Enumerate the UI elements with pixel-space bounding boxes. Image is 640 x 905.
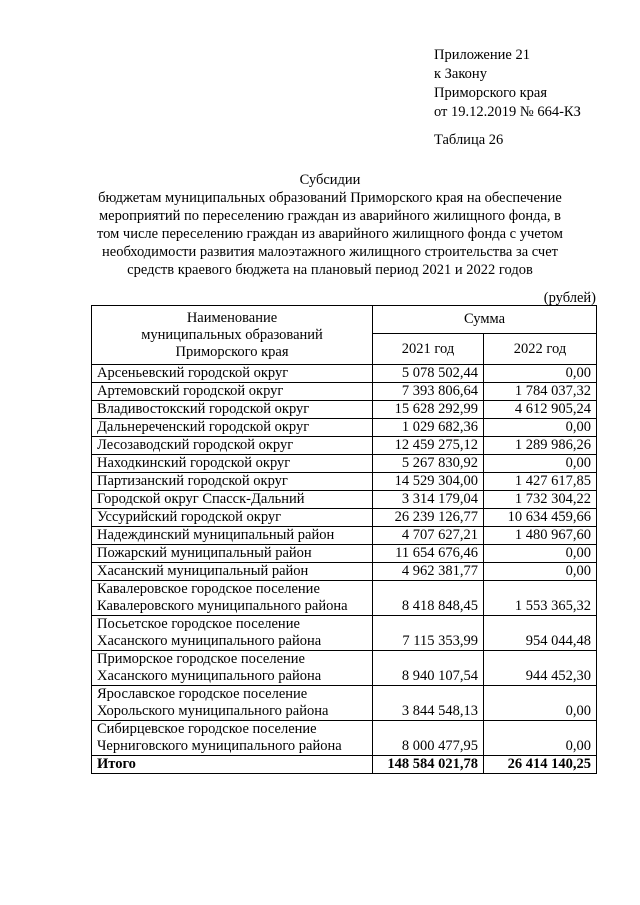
amount-2022: 0,00 [484, 563, 597, 581]
municipality-name-line: Посьетское городское поселение [97, 616, 300, 632]
amount-2022: 1 784 037,32 [484, 383, 597, 401]
total-2021: 148 584 021,78 [373, 756, 484, 774]
column-header-2022: 2022 год [484, 334, 597, 365]
table-row [92, 686, 597, 721]
amount-2021: 4 962 381,77 [373, 563, 484, 581]
title-line: необходимости развития малоэтажного жилищного строительства за счет [102, 244, 558, 260]
table-number: Таблица 26 [434, 132, 504, 148]
amount-2022: 4 612 905,24 [484, 401, 597, 419]
amount-2021: 12 459 275,12 [373, 437, 484, 455]
municipality-name-line: Хасанского муниципального района [97, 668, 322, 684]
table-row [92, 491, 597, 509]
amount-2021: 5 267 830,92 [373, 455, 484, 473]
municipality-name [92, 686, 373, 721]
table-row [92, 509, 597, 527]
municipality-name-line: Хорольского муниципального района [97, 703, 329, 719]
appendix-line: Приморского края [434, 85, 548, 101]
amount-2021: 3 844 548,13 [373, 686, 484, 721]
title-line: бюджетам муниципальных образований Приморского края на обеспечение [98, 190, 562, 206]
title-line: мероприятий по переселению граждан из аварийного жилищного фонда, в [98, 208, 562, 224]
amount-2022: 0,00 [484, 686, 597, 721]
amount-2021: 14 529 304,00 [373, 473, 484, 491]
column-header-2021: 2021 год [373, 334, 484, 365]
municipality-name-line: Кавалеровского муниципального района [97, 598, 348, 614]
column-header-name [92, 306, 373, 365]
municipality-name-line: Черниговского муниципального района [97, 738, 342, 754]
amount-2021: 1 029 682,36 [373, 419, 484, 437]
amount-2021: 8 418 848,45 [373, 581, 484, 616]
municipality-name: Хасанский муниципальный район [92, 563, 373, 581]
amount-2021: 26 239 126,77 [373, 509, 484, 527]
table-row [92, 721, 597, 756]
municipality-name: Партизанский городской округ [92, 473, 373, 491]
municipality-name: Уссурийский городской округ [92, 509, 373, 527]
amount-2021: 5 078 502,44 [373, 365, 484, 383]
amount-2022: 0,00 [484, 419, 597, 437]
municipality-name: Надеждинский муниципальный район [92, 527, 373, 545]
units-label: (рублей) [543, 290, 596, 306]
appendix-line: к Закону [434, 66, 487, 82]
amount-2022: 1 289 986,26 [484, 437, 597, 455]
municipality-name [92, 721, 373, 756]
table-row [92, 419, 597, 437]
appendix-line: Приложение 21 [434, 47, 530, 63]
table-row [92, 365, 597, 383]
amount-2021: 8 940 107,54 [373, 651, 484, 686]
municipality-name: Владивостокский городской округ [92, 401, 373, 419]
municipality-name: Дальнереченский городской округ [92, 419, 373, 437]
column-header-sum: Сумма [373, 306, 597, 334]
table-row [92, 473, 597, 491]
table-row [92, 651, 597, 686]
municipality-name [92, 581, 373, 616]
table-row [92, 455, 597, 473]
amount-2021: 4 707 627,21 [373, 527, 484, 545]
municipality-name: Арсеньевский городской округ [92, 365, 373, 383]
total-2022: 26 414 140,25 [484, 756, 597, 774]
subsidies-table [91, 305, 597, 774]
municipality-name-line: Приморское городское поселение [97, 651, 305, 667]
amount-2022: 1 480 967,60 [484, 527, 597, 545]
amount-2022: 1 732 304,22 [484, 491, 597, 509]
amount-2022: 0,00 [484, 721, 597, 756]
amount-2022: 944 452,30 [484, 651, 597, 686]
total-label: Итого [92, 756, 373, 774]
amount-2021: 8 000 477,95 [373, 721, 484, 756]
amount-2022: 1 427 617,85 [484, 473, 597, 491]
table-row [92, 563, 597, 581]
title-line: средств краевого бюджета на плановый период 2021 и 2022 годов [127, 262, 533, 278]
table-body [92, 365, 597, 774]
amount-2021: 7 393 806,64 [373, 383, 484, 401]
table-row [92, 401, 597, 419]
appendix-header [434, 46, 581, 122]
column-header-name-line: Наименование [186, 309, 278, 326]
amount-2021: 11 654 676,46 [373, 545, 484, 563]
municipality-name: Городской округ Спасск-Дальний [92, 491, 373, 509]
amount-2022: 10 634 459,66 [484, 509, 597, 527]
amount-2021: 7 115 353,99 [373, 616, 484, 651]
municipality-name-line: Хасанского муниципального района [97, 633, 322, 649]
municipality-name-line: Сибирцевское городское поселение [97, 721, 317, 737]
amount-2022: 0,00 [484, 455, 597, 473]
amount-2022: 0,00 [484, 545, 597, 563]
municipality-name: Артемовский городской округ [92, 383, 373, 401]
total-row [92, 756, 597, 774]
municipality-name-line: Ярославское городское поселение [97, 686, 308, 702]
document-title [80, 171, 580, 279]
municipality-name: Пожарский муниципальный район [92, 545, 373, 563]
title-line: Субсидии [299, 172, 361, 188]
municipality-name: Находкинский городской округ [92, 455, 373, 473]
table-row [92, 527, 597, 545]
amount-2022: 954 044,48 [484, 616, 597, 651]
column-header-name-line: муниципальных образований [141, 326, 323, 343]
table-row [92, 383, 597, 401]
table-row [92, 545, 597, 563]
column-header-name-line: Приморского края [175, 343, 289, 360]
amount-2022: 1 553 365,32 [484, 581, 597, 616]
municipality-name [92, 616, 373, 651]
appendix-line: от 19.12.2019 № 664-КЗ [434, 104, 581, 120]
amount-2021: 3 314 179,04 [373, 491, 484, 509]
table-row [92, 437, 597, 455]
amount-2021: 15 628 292,99 [373, 401, 484, 419]
municipality-name-line: Кавалеровское городское поселение [97, 581, 320, 597]
table-row [92, 581, 597, 616]
municipality-name [92, 651, 373, 686]
table-row [92, 616, 597, 651]
amount-2022: 0,00 [484, 365, 597, 383]
municipality-name: Лесозаводский городской округ [92, 437, 373, 455]
title-line: том числе переселению граждан из аварийного жилищного фонда с учетом [97, 226, 563, 242]
